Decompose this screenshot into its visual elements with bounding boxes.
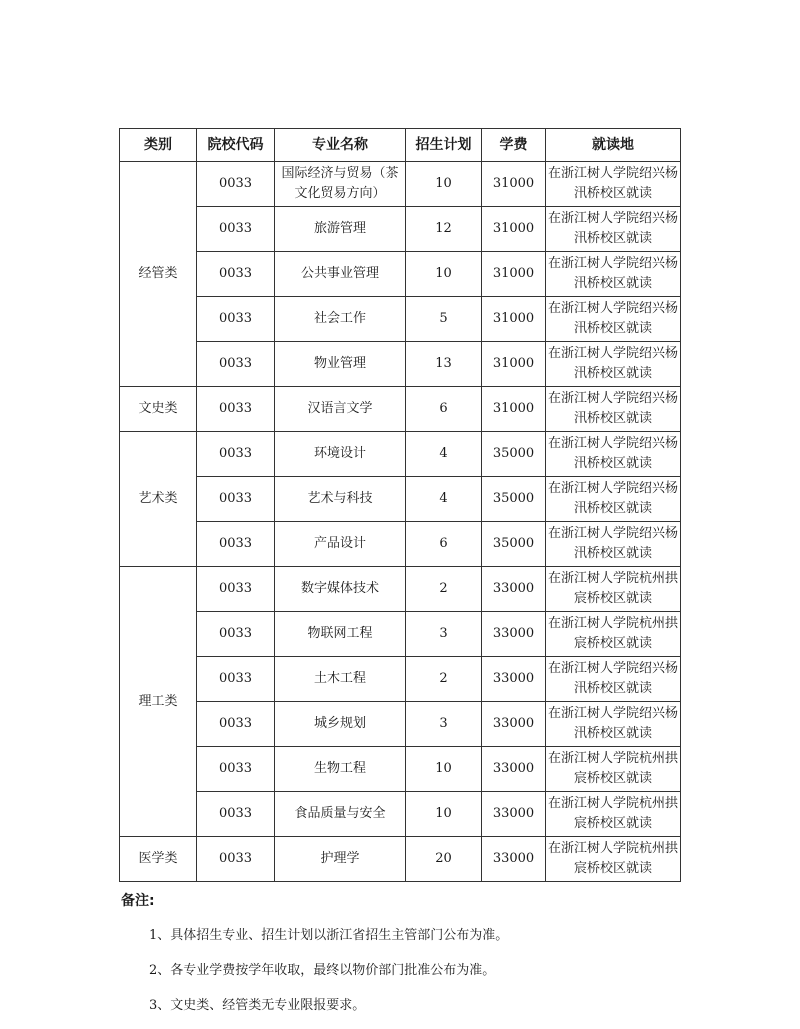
major-name-cell: 食品质量与安全 — [275, 792, 406, 837]
enrollment-plan-cell: 12 — [406, 207, 482, 252]
table-row — [120, 252, 681, 297]
major-name-cell: 城乡规划 — [275, 702, 406, 747]
table-row — [120, 657, 681, 702]
header-tuition: 学费 — [482, 129, 546, 162]
study-location-cell: 在浙江树人学院绍兴杨汛桥校区就读 — [546, 297, 681, 342]
category-cell: 文史类 — [120, 387, 197, 432]
note-item-2: 2、各专业学费按学年收取，最终以物价部门批准公布为准。 — [149, 963, 496, 978]
school-code-cell: 0033 — [197, 387, 275, 432]
tuition-cell: 35000 — [482, 522, 546, 567]
major-name-cell: 土木工程 — [275, 657, 406, 702]
category-cell: 理工类 — [120, 567, 197, 837]
tuition-cell: 33000 — [482, 567, 546, 612]
study-location-cell: 在浙江树人学院绍兴杨汛桥校区就读 — [546, 162, 681, 207]
table-row — [120, 612, 681, 657]
enrollment-plan-cell: 4 — [406, 477, 482, 522]
school-code-cell: 0033 — [197, 567, 275, 612]
tuition-cell: 31000 — [482, 342, 546, 387]
school-code-cell: 0033 — [197, 297, 275, 342]
note-item-1: 1、具体招生专业、招生计划以浙江省招生主管部门公布为准。 — [149, 928, 509, 943]
category-cell: 经管类 — [120, 162, 197, 387]
major-name-cell: 生物工程 — [275, 747, 406, 792]
table-row — [120, 702, 681, 747]
tuition-cell: 31000 — [482, 387, 546, 432]
major-name-cell: 物业管理 — [275, 342, 406, 387]
school-code-cell: 0033 — [197, 747, 275, 792]
major-name-cell: 产品设计 — [275, 522, 406, 567]
major-name-cell: 物联网工程 — [275, 612, 406, 657]
study-location-cell: 在浙江树人学院绍兴杨汛桥校区就读 — [546, 342, 681, 387]
header-study-location: 就读地 — [546, 129, 681, 162]
study-location-cell: 在浙江树人学院杭州拱宸桥校区就读 — [546, 612, 681, 657]
study-location-cell: 在浙江树人学院绍兴杨汛桥校区就读 — [546, 657, 681, 702]
study-location-cell: 在浙江树人学院绍兴杨汛桥校区就读 — [546, 387, 681, 432]
category-cell: 医学类 — [120, 837, 197, 882]
tuition-cell: 35000 — [482, 432, 546, 477]
enrollment-plan-cell: 5 — [406, 297, 482, 342]
enrollment-plan-cell: 13 — [406, 342, 482, 387]
note-item-3: 3、文史类、经管类无专业限报要求。 — [149, 998, 366, 1013]
tuition-cell: 31000 — [482, 252, 546, 297]
notes-section — [121, 890, 721, 1029]
notes-title: 备注: — [121, 893, 155, 909]
school-code-cell: 0033 — [197, 702, 275, 747]
header-major-name: 专业名称 — [275, 129, 406, 162]
study-location-cell: 在浙江树人学院绍兴杨汛桥校区就读 — [546, 207, 681, 252]
admission-plan-table — [119, 128, 681, 882]
table-row — [120, 477, 681, 522]
study-location-cell: 在浙江树人学院绍兴杨汛桥校区就读 — [546, 702, 681, 747]
school-code-cell: 0033 — [197, 522, 275, 567]
table-row — [120, 207, 681, 252]
enrollment-plan-cell: 3 — [406, 702, 482, 747]
school-code-cell: 0033 — [197, 837, 275, 882]
study-location-cell: 在浙江树人学院绍兴杨汛桥校区就读 — [546, 252, 681, 297]
tuition-cell: 33000 — [482, 702, 546, 747]
major-name-cell: 护理学 — [275, 837, 406, 882]
major-name-cell: 汉语言文学 — [275, 387, 406, 432]
major-name-cell: 环境设计 — [275, 432, 406, 477]
enrollment-plan-cell: 6 — [406, 387, 482, 432]
school-code-cell: 0033 — [197, 162, 275, 207]
school-code-cell: 0033 — [197, 657, 275, 702]
school-code-cell: 0033 — [197, 477, 275, 522]
table-row — [120, 297, 681, 342]
enrollment-plan-cell: 10 — [406, 747, 482, 792]
enrollment-plan-cell: 2 — [406, 657, 482, 702]
study-location-cell: 在浙江树人学院杭州拱宸桥校区就读 — [546, 747, 681, 792]
study-location-cell: 在浙江树人学院绍兴杨汛桥校区就读 — [546, 522, 681, 567]
major-name-cell: 数字媒体技术 — [275, 567, 406, 612]
table-row — [120, 792, 681, 837]
tuition-cell: 33000 — [482, 792, 546, 837]
table-row — [120, 567, 681, 612]
tuition-cell: 33000 — [482, 837, 546, 882]
major-name-cell: 公共事业管理 — [275, 252, 406, 297]
enrollment-plan-cell: 10 — [406, 162, 482, 207]
table-row — [120, 162, 681, 207]
header-enrollment-plan: 招生计划 — [406, 129, 482, 162]
study-location-cell: 在浙江树人学院绍兴杨汛桥校区就读 — [546, 432, 681, 477]
header-school-code: 院校代码 — [197, 129, 275, 162]
table-header-row — [120, 129, 681, 162]
table-row — [120, 387, 681, 432]
enrollment-plan-cell: 20 — [406, 837, 482, 882]
major-name-cell: 社会工作 — [275, 297, 406, 342]
table-body — [120, 162, 681, 882]
school-code-cell: 0033 — [197, 432, 275, 477]
tuition-cell: 31000 — [482, 162, 546, 207]
tuition-cell: 33000 — [482, 657, 546, 702]
tuition-cell: 35000 — [482, 477, 546, 522]
table-row — [120, 522, 681, 567]
enrollment-plan-cell: 3 — [406, 612, 482, 657]
study-location-cell: 在浙江树人学院绍兴杨汛桥校区就读 — [546, 477, 681, 522]
enrollment-plan-cell: 10 — [406, 792, 482, 837]
school-code-cell: 0033 — [197, 207, 275, 252]
table-row — [120, 747, 681, 792]
table-row — [120, 342, 681, 387]
school-code-cell: 0033 — [197, 792, 275, 837]
school-code-cell: 0033 — [197, 252, 275, 297]
category-cell: 艺术类 — [120, 432, 197, 567]
school-code-cell: 0033 — [197, 612, 275, 657]
major-name-cell: 国际经济与贸易（茶文化贸易方向） — [275, 162, 406, 207]
header-category: 类别 — [120, 129, 197, 162]
enrollment-plan-cell: 2 — [406, 567, 482, 612]
table-row — [120, 432, 681, 477]
enrollment-plan-cell: 4 — [406, 432, 482, 477]
tuition-cell: 31000 — [482, 207, 546, 252]
tuition-cell: 33000 — [482, 612, 546, 657]
enrollment-plan-cell: 6 — [406, 522, 482, 567]
enrollment-plan-cell: 10 — [406, 252, 482, 297]
study-location-cell: 在浙江树人学院杭州拱宸桥校区就读 — [546, 567, 681, 612]
school-code-cell: 0033 — [197, 342, 275, 387]
major-name-cell: 艺术与科技 — [275, 477, 406, 522]
study-location-cell: 在浙江树人学院杭州拱宸桥校区就读 — [546, 792, 681, 837]
major-name-cell: 旅游管理 — [275, 207, 406, 252]
table-row — [120, 837, 681, 882]
tuition-cell: 33000 — [482, 747, 546, 792]
study-location-cell: 在浙江树人学院杭州拱宸桥校区就读 — [546, 837, 681, 882]
tuition-cell: 31000 — [482, 297, 546, 342]
